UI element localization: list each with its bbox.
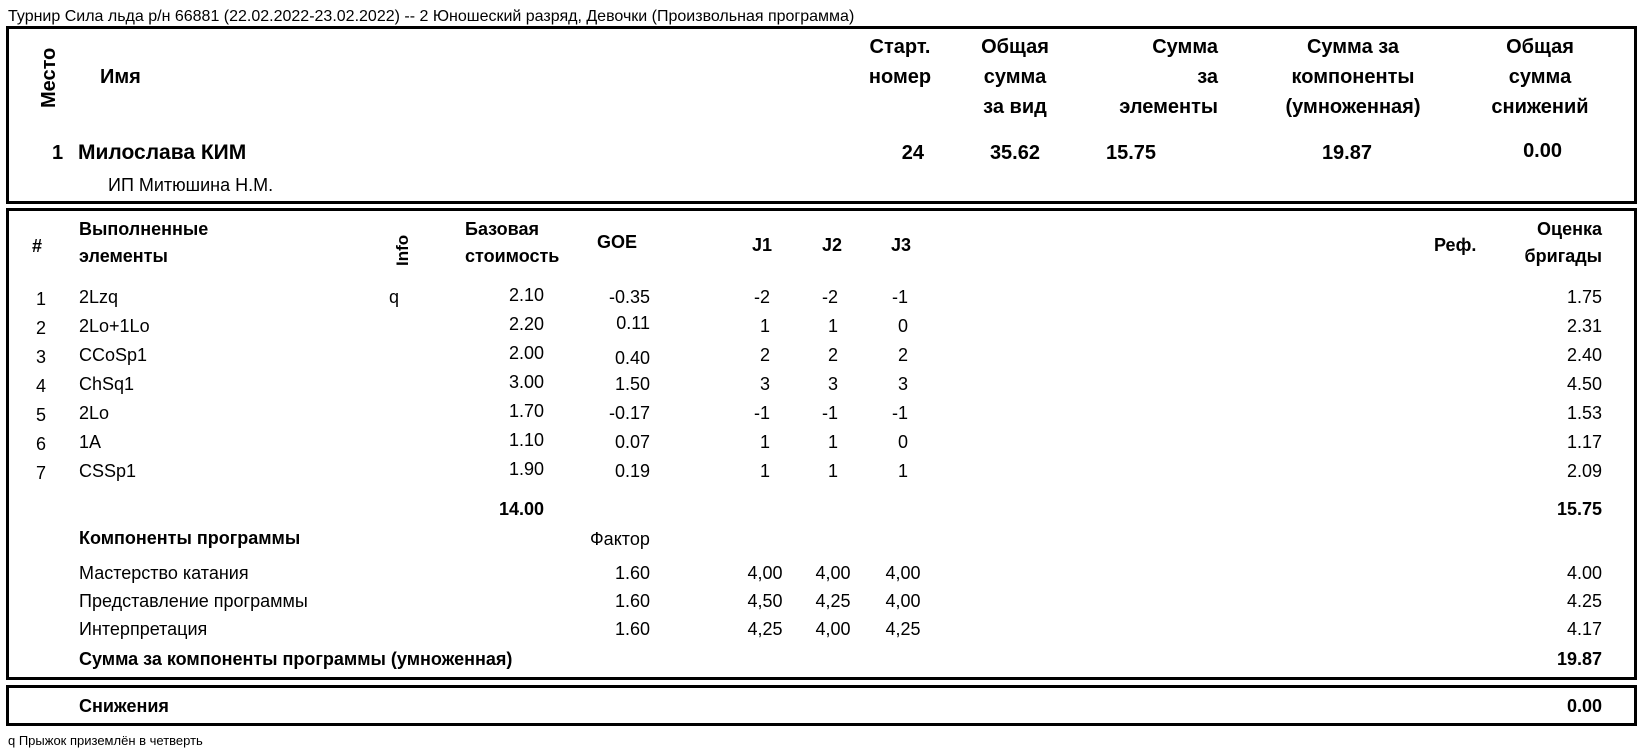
element-name-cell: CCoSp1 xyxy=(79,345,148,365)
j2-header: J2 xyxy=(822,235,843,255)
element-goe-cell: 0.11 xyxy=(616,313,650,333)
base-value-header xyxy=(465,216,559,270)
element-j3-cell: 0 xyxy=(897,432,908,452)
start-number-header xyxy=(848,32,952,92)
comp-header-line-3: (умноженная) xyxy=(1285,96,1421,118)
element-j2-cell: 1 xyxy=(827,461,838,481)
element-num-cell: 5 xyxy=(36,405,47,425)
element-goe-cell: 1.50 xyxy=(614,374,650,394)
component-factor-cell: 1.60 xyxy=(614,591,650,611)
element-j1-cell: 1 xyxy=(759,461,770,481)
element-score-cell: 2.09 xyxy=(1566,461,1602,481)
skater-club: ИП Митюшина Н.М. xyxy=(108,175,274,195)
element-j2-cell: -2 xyxy=(821,287,838,307)
element-goe-cell: 0.19 xyxy=(614,461,650,481)
ref-header: Реф. xyxy=(1434,235,1477,255)
component-j3-cell: 4,00 xyxy=(885,591,921,611)
element-goe-cell: 0.07 xyxy=(614,432,650,452)
element-score-cell: 4.50 xyxy=(1566,374,1602,394)
exec-header-line-2: элементы xyxy=(79,246,168,266)
ded-header-line-1: Общая xyxy=(1506,36,1574,58)
component-name-cell: Представление программы xyxy=(79,591,308,611)
elem-header-line-3: элементы xyxy=(1119,96,1218,118)
component-j3-cell: 4,25 xyxy=(885,619,921,639)
element-goe-cell: -0.35 xyxy=(608,287,650,307)
deductions-value: 0.00 xyxy=(1523,140,1562,162)
panel-score-header xyxy=(1490,216,1602,270)
element-num-cell: 6 xyxy=(36,434,47,454)
protocol-title: Турнир Сила льда р/н 66881 (22.02.2022-23.02.2022) -- 2 Юношеский разряд, Девочки (Произвольная программа) xyxy=(8,8,855,25)
component-name-cell: Мастерство катания xyxy=(79,563,249,583)
element-score-cell: 2.40 xyxy=(1566,345,1602,365)
total-score-header xyxy=(960,32,1070,122)
info-header: Info xyxy=(393,234,412,266)
element-info-cell: q xyxy=(389,287,400,307)
element-num-cell: 3 xyxy=(36,347,47,367)
deductions-total: 0.00 xyxy=(1566,696,1602,716)
component-name-cell: Интерпретация xyxy=(79,619,208,639)
elem-header-line-2: за xyxy=(1197,66,1218,88)
component-j2-cell: 4,25 xyxy=(815,591,851,611)
score-header-line-2: бригады xyxy=(1524,246,1602,266)
elements-sum-value: 15.75 xyxy=(1106,142,1157,164)
element-score-cell: 1.75 xyxy=(1566,287,1602,307)
component-j2-cell: 4,00 xyxy=(815,563,851,583)
element-base-cell: 2.20 xyxy=(508,314,544,334)
element-j3-cell: 2 xyxy=(897,345,908,365)
score-header-line-1: Оценка xyxy=(1537,219,1602,239)
element-name-cell: 1A xyxy=(79,432,102,452)
element-j2-cell: 2 xyxy=(827,345,838,365)
deductions-label: Снижения xyxy=(79,696,169,716)
comp-header-line-2: компоненты xyxy=(1291,66,1415,88)
components-sum-value: 19.87 xyxy=(1321,142,1372,164)
element-base-cell: 1.90 xyxy=(508,459,544,479)
element-name-cell: 2Lo+1Lo xyxy=(79,316,150,336)
ded-header-line-3: снижений xyxy=(1491,96,1589,118)
element-num-cell: 4 xyxy=(36,376,47,396)
element-j1-cell: 2 xyxy=(759,345,770,365)
total-score-value: 35.62 xyxy=(989,142,1040,164)
element-num-cell: 7 xyxy=(36,463,47,483)
elements-executed-header xyxy=(79,216,208,270)
components-sum-label: Сумма за компоненты программы (умноженная) xyxy=(79,649,513,669)
element-j2-cell: 3 xyxy=(827,374,838,394)
start-number-value: 24 xyxy=(901,142,924,164)
component-j3-cell: 4,00 xyxy=(885,563,921,583)
element-name-cell: 2Lzq xyxy=(79,287,119,307)
component-j1-cell: 4,00 xyxy=(747,563,783,583)
component-j2-cell: 4,00 xyxy=(815,619,851,639)
component-score-cell: 4.00 xyxy=(1566,563,1602,583)
element-j2-cell: 1 xyxy=(827,432,838,452)
component-j1-cell: 4,50 xyxy=(747,591,783,611)
goe-header: GOE xyxy=(597,232,638,252)
element-score-cell: 1.17 xyxy=(1566,432,1602,452)
components-sum-total: 19.87 xyxy=(1556,649,1602,669)
total-header-line-1: Общая xyxy=(981,36,1049,58)
element-j3-cell: 3 xyxy=(897,374,908,394)
elements-num-header: # xyxy=(32,236,43,256)
element-j3-cell: -1 xyxy=(891,287,908,307)
element-j1-cell: -2 xyxy=(753,287,770,307)
comp-header-line-1: Сумма за xyxy=(1306,36,1400,58)
element-j1-cell: 1 xyxy=(759,432,770,452)
element-j2-cell: 1 xyxy=(827,316,838,336)
element-base-cell: 1.70 xyxy=(508,401,544,421)
name-header: Имя xyxy=(100,66,141,88)
element-base-cell: 1.10 xyxy=(508,430,544,450)
element-j1-cell: 3 xyxy=(759,374,770,394)
base-total: 14.00 xyxy=(498,499,544,519)
element-j1-cell: -1 xyxy=(753,403,770,423)
element-name-cell: CSSp1 xyxy=(79,461,137,481)
elements-sum-header xyxy=(1090,32,1218,122)
components-title: Компоненты программы xyxy=(79,528,301,548)
element-name-cell: 2Lo xyxy=(79,403,110,423)
place-header: Место xyxy=(38,47,60,108)
element-num-cell: 2 xyxy=(36,318,47,338)
base-header-line-2: стоимость xyxy=(465,246,560,266)
base-header-line-1: Базовая xyxy=(465,219,540,239)
j1-header: J1 xyxy=(752,235,773,255)
component-factor-cell: 1.60 xyxy=(614,619,650,639)
j3-header: J3 xyxy=(891,235,912,255)
ded-header-line-2: сумма xyxy=(1508,66,1572,88)
skater-name: Милослава КИМ xyxy=(78,141,247,164)
element-j3-cell: 1 xyxy=(897,461,908,481)
element-score-cell: 1.53 xyxy=(1566,403,1602,423)
elem-header-line-1: Сумма xyxy=(1152,36,1218,58)
start-header-line-1: Старт. xyxy=(869,36,931,58)
deductions-box xyxy=(6,685,1637,726)
exec-header-line-1: Выполненные xyxy=(79,219,209,239)
components-sum-header xyxy=(1268,32,1438,122)
component-score-cell: 4.17 xyxy=(1566,619,1602,639)
element-base-cell: 3.00 xyxy=(508,372,544,392)
element-score-cell: 2.31 xyxy=(1566,316,1602,336)
element-goe-cell: 0.40 xyxy=(614,348,650,368)
component-score-cell: 4.25 xyxy=(1566,591,1602,611)
footnote: q Прыжок приземлён в четверть xyxy=(8,733,203,748)
element-j2-cell: -1 xyxy=(821,403,838,423)
total-header-line-3: за вид xyxy=(983,96,1047,118)
element-j3-cell: 0 xyxy=(897,316,908,336)
element-base-cell: 2.10 xyxy=(508,285,544,305)
factor-header: Фактор xyxy=(590,529,650,549)
start-header-line-2: номер xyxy=(868,66,932,88)
element-num-cell: 1 xyxy=(36,289,47,309)
skater-place: 1 xyxy=(52,142,64,164)
element-base-cell: 2.00 xyxy=(508,343,544,363)
element-goe-cell: -0.17 xyxy=(608,403,650,423)
element-j3-cell: -1 xyxy=(891,403,908,423)
score-total: 15.75 xyxy=(1556,499,1602,519)
total-header-line-2: сумма xyxy=(983,66,1047,88)
component-factor-cell: 1.60 xyxy=(614,563,650,583)
element-j1-cell: 1 xyxy=(759,316,770,336)
component-j1-cell: 4,25 xyxy=(747,619,783,639)
deductions-header xyxy=(1480,32,1600,122)
element-name-cell: ChSq1 xyxy=(79,374,135,394)
